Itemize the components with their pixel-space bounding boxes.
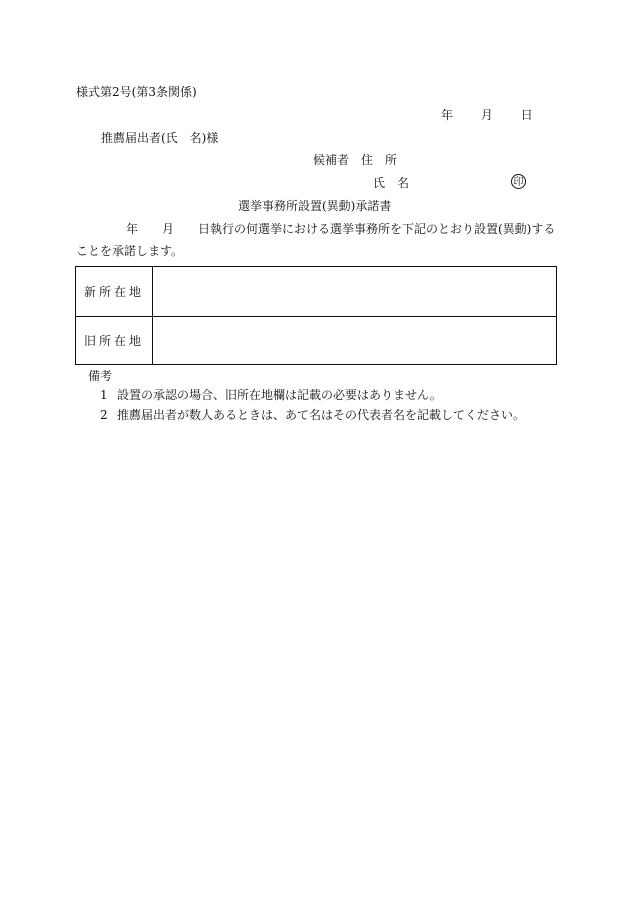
note-text: 設置の承認の場合、旧所在地欄は記載の必要はありません。 [117, 388, 442, 402]
seal-icon: 印 [511, 174, 526, 189]
body-text-line-2: ことを承諾します。 [76, 244, 184, 258]
candidate-address-label: 候補者 住 所 [313, 153, 398, 167]
document-title: 選挙事務所設置(異動)承諾書 [238, 199, 392, 213]
date-day: 日 [520, 108, 533, 122]
new-location-label: 新所在地 [76, 267, 153, 316]
addressee: 推薦届出者(氏 名)様 [101, 131, 219, 145]
candidate-name-label: 氏 名 [373, 176, 410, 190]
note-text: 推薦届出者が数人あるときは、あて名はその代表者名を記載してください。 [117, 408, 526, 422]
note-number: 2 [100, 408, 108, 422]
date-year: 年 [441, 108, 454, 122]
note-number: 1 [100, 388, 108, 402]
date-month: 月 [480, 108, 493, 122]
note-item [100, 387, 442, 403]
body-text-line-1: 年 月 日執行の何選挙における選挙事務所を下記のとおり設置(異動)する [126, 222, 556, 236]
table-row-old-location [76, 316, 556, 364]
old-location-value[interactable] [153, 316, 556, 364]
table-row-new-location [76, 267, 556, 317]
form-number: 様式第2号(第3条関係) [76, 85, 197, 99]
note-item [100, 407, 525, 423]
new-location-value[interactable] [153, 267, 556, 316]
notes-heading: 備考 [88, 369, 113, 383]
old-location-label: 旧所在地 [76, 316, 153, 364]
date-line [441, 107, 533, 123]
location-table [75, 266, 557, 365]
